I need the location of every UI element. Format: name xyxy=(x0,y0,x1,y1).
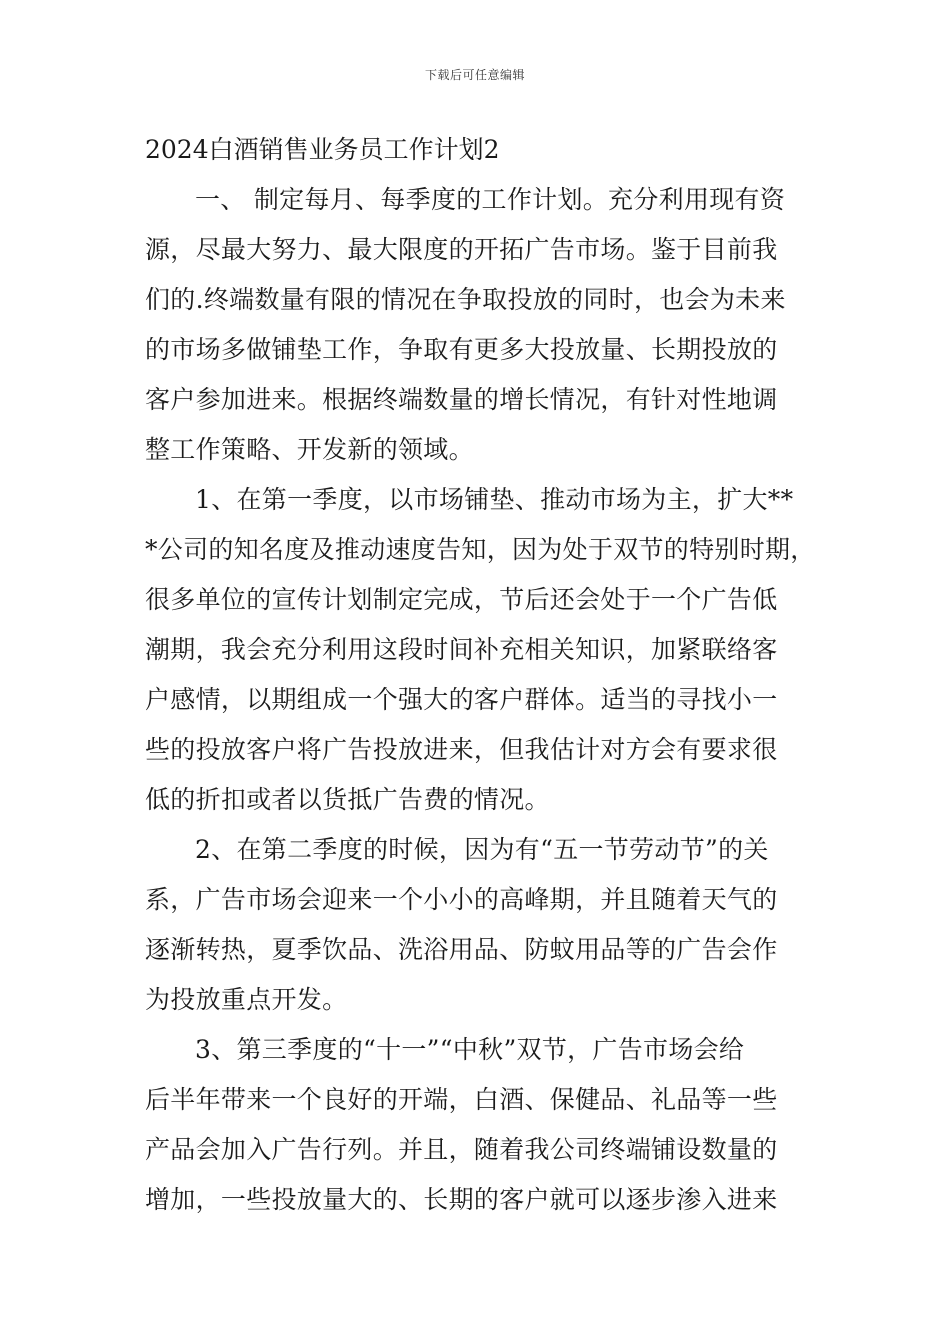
paragraph-line: 系，广告市场会迎来一个小小的高峰期，并且随着天气的 xyxy=(145,885,778,914)
header-note: 下载后可任意编辑 xyxy=(424,68,525,82)
paragraph-line: 很多单位的宣传计划制定完成，节后还会处于一个广告低 xyxy=(145,585,778,614)
paragraph-line: 低的折扣或者以货抵广告费的情况。 xyxy=(145,785,550,814)
document-title: 2024白酒销售业务员工作计划2 xyxy=(145,135,500,164)
paragraph-line: 些的投放客户将广告投放进来，但我估计对方会有要求很 xyxy=(145,735,778,764)
paragraph-line: 逐渐转热，夏季饮品、洗浴用品、防蚊用品等的广告会作 xyxy=(145,935,778,964)
paragraph-line: 整工作策略、开发新的领域。 xyxy=(145,435,474,464)
paragraph-line: 2、在第二季度的时候，因为有“五一节劳动节”的关 xyxy=(195,835,769,864)
paragraph-line: 的市场多做铺垫工作，争取有更多大投放量、长期投放的 xyxy=(145,335,778,364)
paragraph-line: 后半年带来一个良好的开端，白酒、保健品、礼品等一些 xyxy=(145,1085,778,1114)
paragraph-line: 源，尽最大努力、最大限度的开拓广告市场。鉴于目前我 xyxy=(145,235,778,264)
paragraph-line: *公司的知名度及推动速度告知，因为处于双节的特别时期， xyxy=(145,535,816,564)
paragraph-line: 1、在第一季度，以市场铺垫、推动市场为主，扩大** xyxy=(195,485,794,514)
paragraph-line: 户感情，以期组成一个强大的客户群体。适当的寻找小一 xyxy=(145,685,778,714)
paragraph-line: 潮期，我会充分利用这段时间补充相关知识，加紧联络客 xyxy=(145,635,778,664)
paragraph-line: 增加，一些投放量大的、长期的客户就可以逐步渗入进来 xyxy=(145,1185,778,1214)
paragraph-line: 3、第三季度的“十一”“中秋”双节，广告市场会给 xyxy=(195,1035,745,1064)
paragraph-line: 一、 制定每月、每季度的工作计划。充分利用现有资 xyxy=(195,185,786,214)
paragraph-line: 产品会加入广告行列。并且，随着我公司终端铺设数量的 xyxy=(145,1135,778,1164)
paragraph-line: 们的.终端数量有限的情况在争取投放的同时，也会为未来 xyxy=(145,285,786,314)
paragraph-line: 为投放重点开发。 xyxy=(145,985,348,1014)
paragraph-line: 客户参加进来。根据终端数量的增长情况，有针对性地调 xyxy=(145,385,778,414)
